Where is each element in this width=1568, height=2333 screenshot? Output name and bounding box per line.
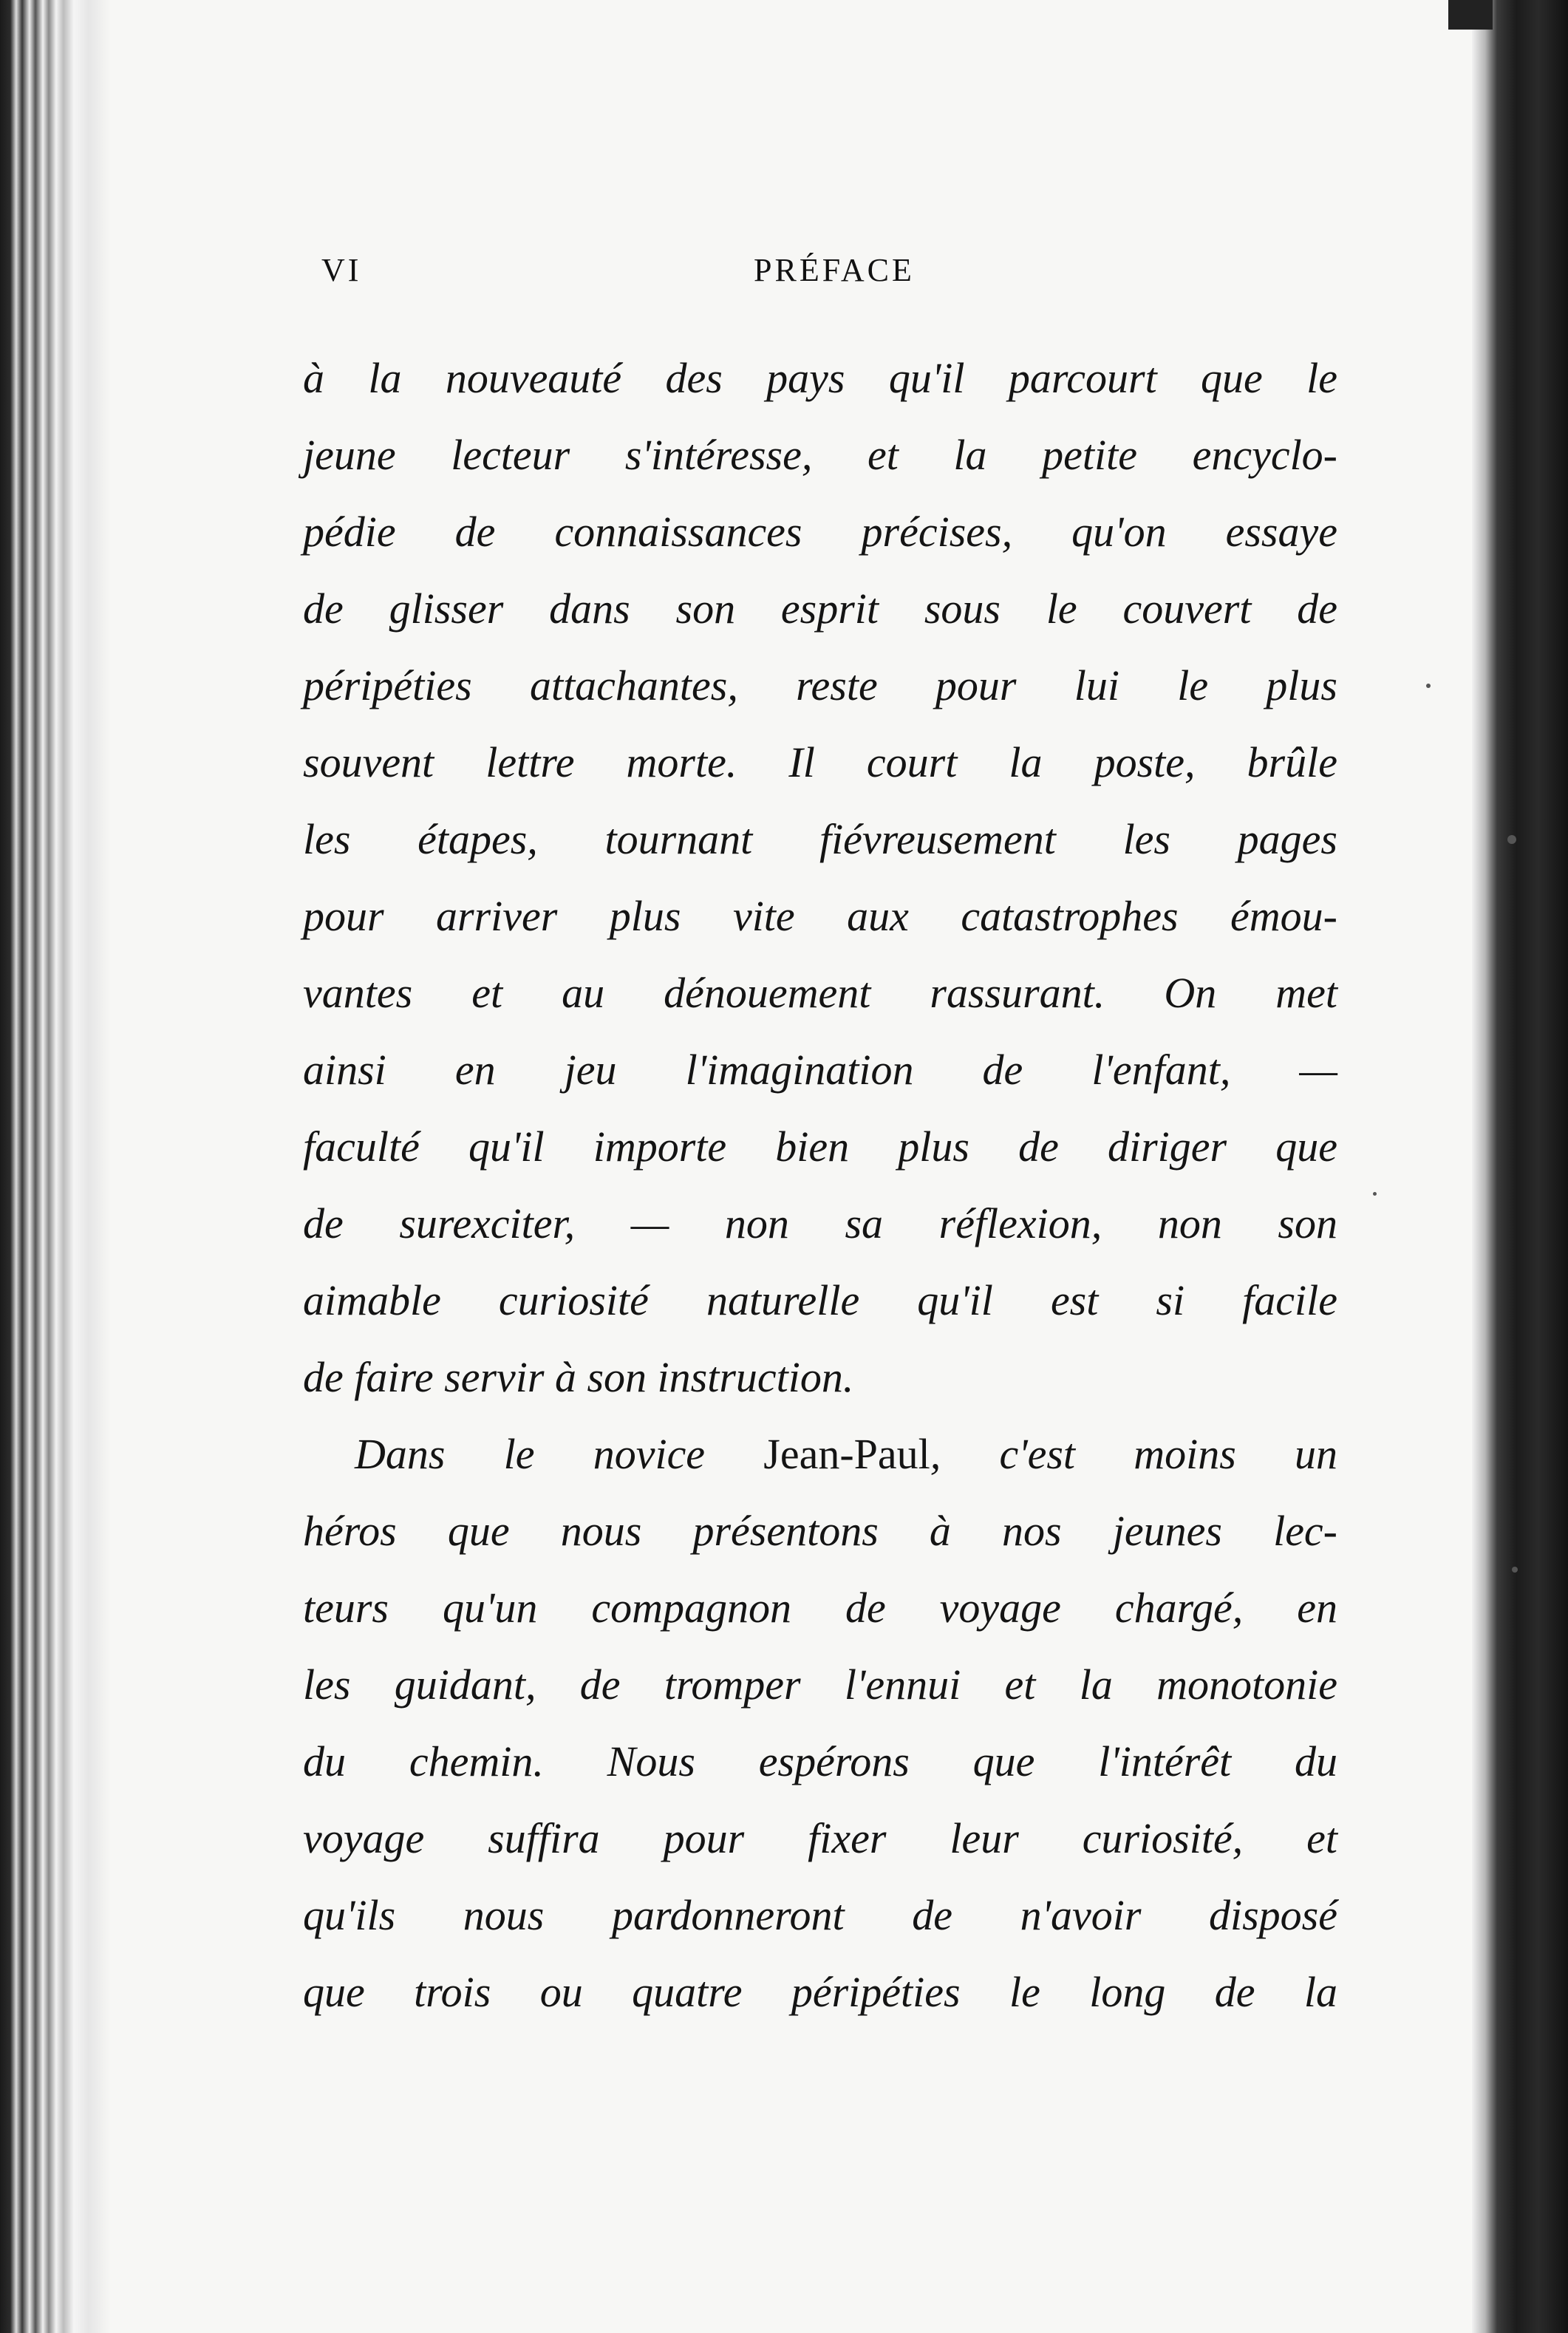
text-fragment: Dans le novice bbox=[355, 1430, 764, 1478]
body-text bbox=[303, 340, 1337, 2031]
text-line: vantes et au dénouement rassurant. On met bbox=[303, 969, 1337, 1017]
paragraph-1 bbox=[303, 340, 1337, 1416]
scan-speck bbox=[1426, 684, 1431, 688]
text-line: que trois ou quatre péripéties le long de la bbox=[303, 1968, 1337, 2016]
scan-speck bbox=[1512, 1567, 1518, 1573]
scan-speck bbox=[1373, 1192, 1377, 1196]
running-title: PRÉFACE bbox=[754, 252, 915, 288]
text-line: à la nouveauté des pays qu'il parcourt que le bbox=[303, 354, 1337, 402]
left-binding-edge bbox=[0, 0, 111, 2333]
corner-shadow bbox=[1448, 0, 1493, 30]
scan-speck bbox=[1507, 835, 1516, 844]
text-line: pour arriver plus vite aux catastrophes émou- bbox=[303, 892, 1337, 940]
text-line: voyage suffira pour fixer leur curiosité, et bbox=[303, 1814, 1337, 1862]
text-line: faculté qu'il importe bien plus de diriger que bbox=[303, 1123, 1337, 1171]
text-line: de surexciter, — non sa réflexion, non son bbox=[303, 1199, 1337, 1247]
character-name: Jean-Paul bbox=[763, 1430, 930, 1478]
text-line: de glisser dans son esprit sous le couvert de bbox=[303, 585, 1337, 633]
text-line: teurs qu'un compagnon de voyage chargé, en bbox=[303, 1584, 1337, 1632]
text-line: péripéties attachantes, reste pour lui le plus bbox=[303, 661, 1337, 709]
paragraph-2 bbox=[303, 1416, 1337, 2031]
book-page bbox=[303, 251, 1337, 2031]
text-line: de faire servir à son instruction. bbox=[303, 1353, 854, 1401]
text-line: les guidant, de tromper l'ennui et la monotonie bbox=[303, 1661, 1337, 1709]
text-line: héros que nous présentons à nos jeunes lec- bbox=[303, 1507, 1337, 1555]
running-head bbox=[303, 251, 1337, 310]
text-line: du chemin. Nous espérons que l'intérêt du bbox=[303, 1737, 1337, 1785]
page-number: VI bbox=[321, 252, 362, 288]
text-line: pédie de connaissances précises, qu'on essaye bbox=[303, 508, 1337, 556]
right-page-edge bbox=[1472, 0, 1568, 2333]
text-line: jeune lecteur s'intéresse, et la petite encyclo- bbox=[303, 431, 1337, 479]
text-line: les étapes, tournant fiévreusement les pages bbox=[303, 815, 1337, 863]
text-line: aimable curiosité naturelle qu'il est si facile bbox=[303, 1276, 1337, 1324]
text-line: qu'ils nous pardonneront de n'avoir disposé bbox=[303, 1891, 1337, 1939]
text-line: souvent lettre morte. Il court la poste, brûle bbox=[303, 738, 1337, 786]
text-line: ainsi en jeu l'imagination de l'enfant, — bbox=[303, 1046, 1337, 1094]
text-line bbox=[303, 1416, 1337, 1493]
text-fragment: , c'est moins un bbox=[930, 1430, 1338, 1478]
